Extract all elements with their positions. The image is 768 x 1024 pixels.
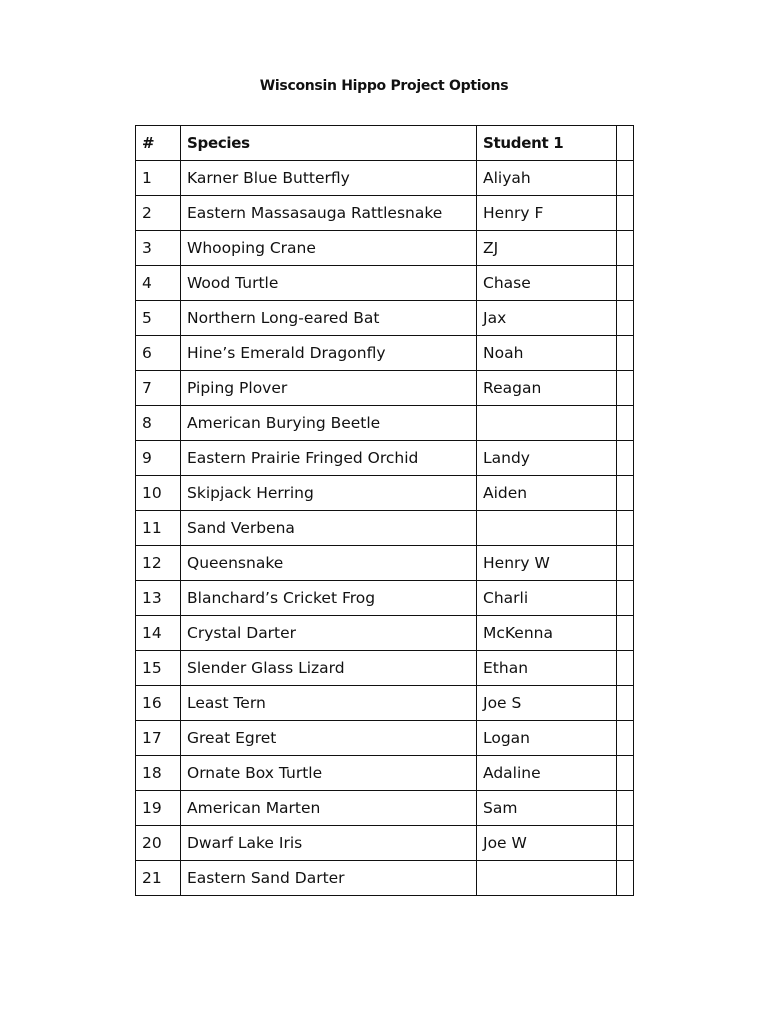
extra-cell <box>617 371 634 406</box>
species-cell: Karner Blue Butterfly <box>181 161 477 196</box>
student-cell: Adaline <box>477 756 617 791</box>
extra-cell <box>617 231 634 266</box>
student-cell: Reagan <box>477 371 617 406</box>
species-cell: Least Tern <box>181 686 477 721</box>
extra-cell <box>617 791 634 826</box>
species-cell: Blanchard’s Cricket Frog <box>181 581 477 616</box>
table-row <box>136 336 634 371</box>
row-number-cell: 6 <box>136 336 181 371</box>
species-cell: Eastern Massasauga Rattlesnake <box>181 196 477 231</box>
table-row <box>136 651 634 686</box>
student-cell: Joe W <box>477 826 617 861</box>
species-cell: Skipjack Herring <box>181 476 477 511</box>
column-header-species: Species <box>181 126 477 161</box>
species-cell: American Burying Beetle <box>181 406 477 441</box>
table-row <box>136 546 634 581</box>
row-number-cell: 14 <box>136 616 181 651</box>
extra-cell <box>617 266 634 301</box>
student-cell <box>477 511 617 546</box>
row-number-cell: 13 <box>136 581 181 616</box>
table-row <box>136 476 634 511</box>
row-number-cell: 10 <box>136 476 181 511</box>
extra-cell <box>617 196 634 231</box>
table-row <box>136 511 634 546</box>
table-row <box>136 756 634 791</box>
row-number-cell: 5 <box>136 301 181 336</box>
row-number-cell: 12 <box>136 546 181 581</box>
table-row <box>136 301 634 336</box>
student-cell: McKenna <box>477 616 617 651</box>
table-row <box>136 861 634 896</box>
student-cell: Chase <box>477 266 617 301</box>
table-row <box>136 791 634 826</box>
species-cell: Wood Turtle <box>181 266 477 301</box>
column-header-extra <box>617 126 634 161</box>
species-cell: Ornate Box Turtle <box>181 756 477 791</box>
species-cell: Eastern Prairie Fringed Orchid <box>181 441 477 476</box>
species-cell: Queensnake <box>181 546 477 581</box>
extra-cell <box>617 686 634 721</box>
table-row <box>136 406 634 441</box>
table-row <box>136 161 634 196</box>
species-cell: Sand Verbena <box>181 511 477 546</box>
student-cell <box>477 406 617 441</box>
row-number-cell: 19 <box>136 791 181 826</box>
student-cell: Joe S <box>477 686 617 721</box>
row-number-cell: 3 <box>136 231 181 266</box>
student-cell: Henry F <box>477 196 617 231</box>
extra-cell <box>617 476 634 511</box>
species-cell: Slender Glass Lizard <box>181 651 477 686</box>
extra-cell <box>617 616 634 651</box>
page-title: Wisconsin Hippo Project Options <box>259 78 509 94</box>
species-cell: Northern Long-eared Bat <box>181 301 477 336</box>
row-number-cell: 20 <box>136 826 181 861</box>
table-row <box>136 231 634 266</box>
project-options-table <box>135 125 634 896</box>
student-cell: Aliyah <box>477 161 617 196</box>
table-row <box>136 371 634 406</box>
student-cell: Charli <box>477 581 617 616</box>
student-cell: Henry W <box>477 546 617 581</box>
table-header-row <box>136 126 634 161</box>
student-cell: Aiden <box>477 476 617 511</box>
row-number-cell: 8 <box>136 406 181 441</box>
extra-cell <box>617 721 634 756</box>
table-row <box>136 686 634 721</box>
row-number-cell: 7 <box>136 371 181 406</box>
table-row <box>136 581 634 616</box>
extra-cell <box>617 581 634 616</box>
species-cell: Hine’s Emerald Dragonfly <box>181 336 477 371</box>
extra-cell <box>617 336 634 371</box>
table-row <box>136 721 634 756</box>
extra-cell <box>617 651 634 686</box>
table-row <box>136 441 634 476</box>
row-number-cell: 11 <box>136 511 181 546</box>
row-number-cell: 16 <box>136 686 181 721</box>
student-cell: Sam <box>477 791 617 826</box>
row-number-cell: 15 <box>136 651 181 686</box>
extra-cell <box>617 546 634 581</box>
species-cell: Great Egret <box>181 721 477 756</box>
table-row <box>136 826 634 861</box>
species-cell: Piping Plover <box>181 371 477 406</box>
extra-cell <box>617 756 634 791</box>
species-cell: Dwarf Lake Iris <box>181 826 477 861</box>
student-cell: Noah <box>477 336 617 371</box>
student-cell: Logan <box>477 721 617 756</box>
row-number-cell: 1 <box>136 161 181 196</box>
column-header-student: Student 1 <box>477 126 617 161</box>
row-number-cell: 2 <box>136 196 181 231</box>
student-cell: Ethan <box>477 651 617 686</box>
row-number-cell: 4 <box>136 266 181 301</box>
species-cell: Eastern Sand Darter <box>181 861 477 896</box>
species-cell: American Marten <box>181 791 477 826</box>
student-cell: Landy <box>477 441 617 476</box>
student-cell: Jax <box>477 301 617 336</box>
extra-cell <box>617 441 634 476</box>
species-cell: Crystal Darter <box>181 616 477 651</box>
species-cell: Whooping Crane <box>181 231 477 266</box>
row-number-cell: 17 <box>136 721 181 756</box>
extra-cell <box>617 826 634 861</box>
column-header-number: # <box>136 126 181 161</box>
row-number-cell: 21 <box>136 861 181 896</box>
table-row <box>136 266 634 301</box>
extra-cell <box>617 301 634 336</box>
table-row <box>136 196 634 231</box>
extra-cell <box>617 161 634 196</box>
extra-cell <box>617 406 634 441</box>
table-row <box>136 616 634 651</box>
extra-cell <box>617 511 634 546</box>
row-number-cell: 9 <box>136 441 181 476</box>
table-body <box>136 161 634 896</box>
student-cell <box>477 861 617 896</box>
extra-cell <box>617 861 634 896</box>
row-number-cell: 18 <box>136 756 181 791</box>
student-cell: ZJ <box>477 231 617 266</box>
